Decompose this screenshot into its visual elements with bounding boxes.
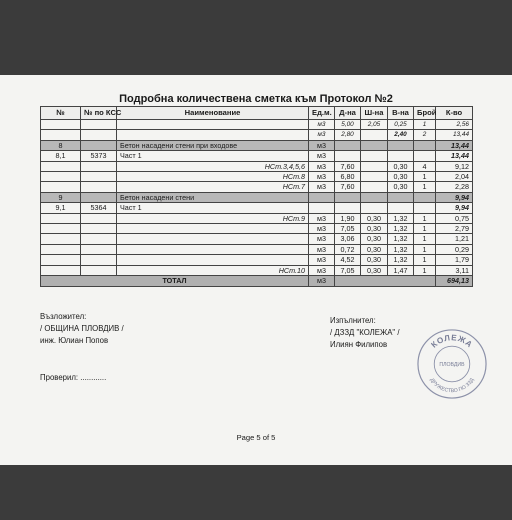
cell-length: 3,06 <box>335 234 361 244</box>
cell-unit: м3 <box>309 120 335 130</box>
cell-width <box>361 130 388 140</box>
cell-count <box>414 140 436 150</box>
cell-quantity: 2,79 <box>436 224 473 234</box>
cell-width: 0,30 <box>361 255 388 265</box>
cell-count: 1 <box>414 265 436 275</box>
cell-width: 0,30 <box>361 213 388 223</box>
cell-length: 4,52 <box>335 255 361 265</box>
stamp-bottom-text: ДРУЖЕСТВО ПО ЗЗД <box>428 377 476 395</box>
cell-number <box>41 161 81 171</box>
cell-name: НСт.7 <box>117 182 309 192</box>
cell-kss <box>81 192 117 202</box>
cell-count: 4 <box>414 161 436 171</box>
checked-by: Проверил: ............ <box>40 373 107 382</box>
total-unit: м3 <box>309 276 335 287</box>
cell-height: 1,32 <box>388 213 414 223</box>
cell-unit <box>309 192 335 202</box>
cell-height: 1,32 <box>388 244 414 254</box>
cell-height: 0,30 <box>388 182 414 192</box>
cell-length <box>335 192 361 202</box>
cell-unit: м3 <box>309 130 335 140</box>
cell-count <box>414 151 436 161</box>
cell-unit: м3 <box>309 265 335 275</box>
cell-quantity: 0,75 <box>436 213 473 223</box>
cell-quantity: 13,44 <box>436 140 473 150</box>
table-row <box>41 120 473 130</box>
cell-quantity: 9,94 <box>436 203 473 213</box>
cell-kss <box>81 120 117 130</box>
cell-name: НСт.10 <box>117 265 309 275</box>
cell-name <box>117 234 309 244</box>
table-row <box>41 224 473 234</box>
cell-unit: м3 <box>309 224 335 234</box>
cell-length <box>335 151 361 161</box>
table-body <box>41 120 473 276</box>
contractor-label: Възложител: <box>40 312 87 321</box>
cell-number: 9 <box>41 192 81 202</box>
cell-count <box>414 203 436 213</box>
cell-kss <box>81 265 117 275</box>
cell-unit: м3 <box>309 234 335 244</box>
cell-unit <box>309 203 335 213</box>
cell-unit: м3 <box>309 161 335 171</box>
cell-width: 0,30 <box>361 244 388 254</box>
cell-number: 8,1 <box>41 151 81 161</box>
cell-height: 1,32 <box>388 234 414 244</box>
cell-length: 7,60 <box>335 182 361 192</box>
cell-kss <box>81 255 117 265</box>
cell-name: Бетон насадени стени <box>117 192 309 202</box>
cell-height: 1,47 <box>388 265 414 275</box>
cell-kss <box>81 161 117 171</box>
cell-unit: м3 <box>309 140 335 150</box>
cell-count: 1 <box>414 213 436 223</box>
document-page <box>0 75 512 465</box>
table-row <box>41 130 473 140</box>
executor-person: Илиян Филипов <box>330 340 388 349</box>
header-height: В-на <box>388 107 414 120</box>
header-count: Брой <box>414 107 436 120</box>
header-quantity: К-во <box>436 107 473 120</box>
cell-count: 1 <box>414 244 436 254</box>
svg-text:КОЛЕЖА <box>430 333 475 349</box>
table-row <box>41 255 473 265</box>
total-value: 694,13 <box>436 276 473 287</box>
cell-kss: 5364 <box>81 203 117 213</box>
cell-name: Бетон насадени стени при входове <box>117 140 309 150</box>
cell-number <box>41 182 81 192</box>
table-row <box>41 203 473 213</box>
header-width: Ш-на <box>361 107 388 120</box>
cell-kss <box>81 130 117 140</box>
cell-kss: 5373 <box>81 151 117 161</box>
cell-number <box>41 130 81 140</box>
cell-height: 0,30 <box>388 172 414 182</box>
cell-height: 1,32 <box>388 255 414 265</box>
cell-quantity: 2,56 <box>436 120 473 130</box>
cell-number <box>41 120 81 130</box>
cell-unit: м3 <box>309 172 335 182</box>
cell-unit: м3 <box>309 255 335 265</box>
table-row <box>41 172 473 182</box>
cell-count <box>414 192 436 202</box>
cell-length: 5,00 <box>335 120 361 130</box>
cell-unit: м3 <box>309 182 335 192</box>
cell-count: 1 <box>414 120 436 130</box>
cell-number <box>41 255 81 265</box>
company-stamp-icon <box>415 327 489 401</box>
cell-quantity: 2,04 <box>436 172 473 182</box>
cell-count: 2 <box>414 130 436 140</box>
quantity-table <box>40 106 473 287</box>
cell-unit: м3 <box>309 213 335 223</box>
cell-length: 7,05 <box>335 224 361 234</box>
page-number: Page 5 of 5 <box>236 433 276 442</box>
table-header-row <box>41 107 473 120</box>
cell-quantity: 0,29 <box>436 244 473 254</box>
cell-quantity: 2,28 <box>436 182 473 192</box>
header-name: Наименование <box>117 107 309 120</box>
cell-height: 0,30 <box>388 161 414 171</box>
contractor-org: / ОБЩИНА ПЛОВДИВ / <box>40 324 124 333</box>
cell-kss <box>81 234 117 244</box>
total-spacer <box>335 276 436 287</box>
table-row <box>41 265 473 275</box>
cell-unit: м3 <box>309 244 335 254</box>
cell-quantity: 13,44 <box>436 130 473 140</box>
cell-number <box>41 172 81 182</box>
cell-count: 1 <box>414 172 436 182</box>
cell-name: НСт.9 <box>117 213 309 223</box>
cell-width: 0,30 <box>361 265 388 275</box>
table-row <box>41 244 473 254</box>
cell-width <box>361 151 388 161</box>
cell-number <box>41 213 81 223</box>
cell-name: НСт.3,4,5,6 <box>117 161 309 171</box>
contractor-person: инж. Юлиан Попов <box>40 336 109 345</box>
cell-length: 2,80 <box>335 130 361 140</box>
cell-width <box>361 161 388 171</box>
cell-kss <box>81 224 117 234</box>
cell-name <box>117 255 309 265</box>
cell-number <box>41 234 81 244</box>
cell-number <box>41 244 81 254</box>
cell-quantity: 3,11 <box>436 265 473 275</box>
cell-count: 1 <box>414 255 436 265</box>
cell-length <box>335 140 361 150</box>
cell-kss <box>81 213 117 223</box>
contractor-signature <box>40 311 124 347</box>
cell-quantity: 9,12 <box>436 161 473 171</box>
cell-width: 2,05 <box>361 120 388 130</box>
cell-width: 0,30 <box>361 224 388 234</box>
table-row <box>41 234 473 244</box>
table-row <box>41 182 473 192</box>
executor-signature <box>330 315 400 351</box>
header-kss: № по КСС <box>81 107 117 120</box>
cell-height <box>388 140 414 150</box>
cell-number <box>41 265 81 275</box>
cell-width <box>361 182 388 192</box>
cell-number: 8 <box>41 140 81 150</box>
executor-label: Изпълнител: <box>330 316 376 325</box>
cell-name <box>117 224 309 234</box>
cell-length: 6,80 <box>335 172 361 182</box>
cell-length: 0,72 <box>335 244 361 254</box>
cell-length <box>335 203 361 213</box>
cell-height: 1,32 <box>388 224 414 234</box>
header-length: Д-на <box>335 107 361 120</box>
cell-kss <box>81 244 117 254</box>
cell-height: 0,25 <box>388 120 414 130</box>
table-row <box>41 151 473 161</box>
cell-name: Част 1 <box>117 151 309 161</box>
cell-quantity: 1,79 <box>436 255 473 265</box>
cell-name <box>117 130 309 140</box>
cell-kss <box>81 182 117 192</box>
table-row <box>41 161 473 171</box>
cell-width <box>361 203 388 213</box>
stamp-center-text: ПЛОВДИВ <box>439 362 465 369</box>
cell-name <box>117 120 309 130</box>
svg-text:ДРУЖЕСТВО ПО ЗЗД <box>428 377 475 394</box>
document-title: Подробна количествена сметка към Протокол №2 <box>119 93 393 105</box>
cell-number: 9,1 <box>41 203 81 213</box>
cell-length: 7,05 <box>335 265 361 275</box>
cell-width <box>361 172 388 182</box>
table-row <box>41 192 473 202</box>
total-row <box>41 276 473 287</box>
cell-kss <box>81 172 117 182</box>
cell-count: 1 <box>414 182 436 192</box>
cell-quantity: 9,94 <box>436 192 473 202</box>
table-row <box>41 140 473 150</box>
header-unit: Ед.м. <box>309 107 335 120</box>
cell-name: Част 1 <box>117 203 309 213</box>
total-label: ТОТАЛ <box>41 276 309 287</box>
cell-height: 2,40 <box>388 130 414 140</box>
cell-length: 7,60 <box>335 161 361 171</box>
cell-count: 1 <box>414 234 436 244</box>
cell-quantity: 1,21 <box>436 234 473 244</box>
stamp-top-text: КОЛЕЖА <box>429 333 475 350</box>
header-number: № <box>41 107 81 120</box>
cell-name <box>117 244 309 254</box>
cell-unit: м3 <box>309 151 335 161</box>
cell-name: НСт.8 <box>117 172 309 182</box>
cell-width <box>361 140 388 150</box>
executor-org: / ДЗЗД "КОЛЕЖА" / <box>330 328 400 337</box>
cell-height <box>388 192 414 202</box>
cell-height <box>388 151 414 161</box>
cell-count: 1 <box>414 224 436 234</box>
cell-number <box>41 224 81 234</box>
cell-height <box>388 203 414 213</box>
cell-quantity: 13,44 <box>436 151 473 161</box>
cell-width <box>361 192 388 202</box>
table-row <box>41 213 473 223</box>
cell-length: 1,90 <box>335 213 361 223</box>
cell-kss <box>81 140 117 150</box>
cell-width: 0,30 <box>361 234 388 244</box>
